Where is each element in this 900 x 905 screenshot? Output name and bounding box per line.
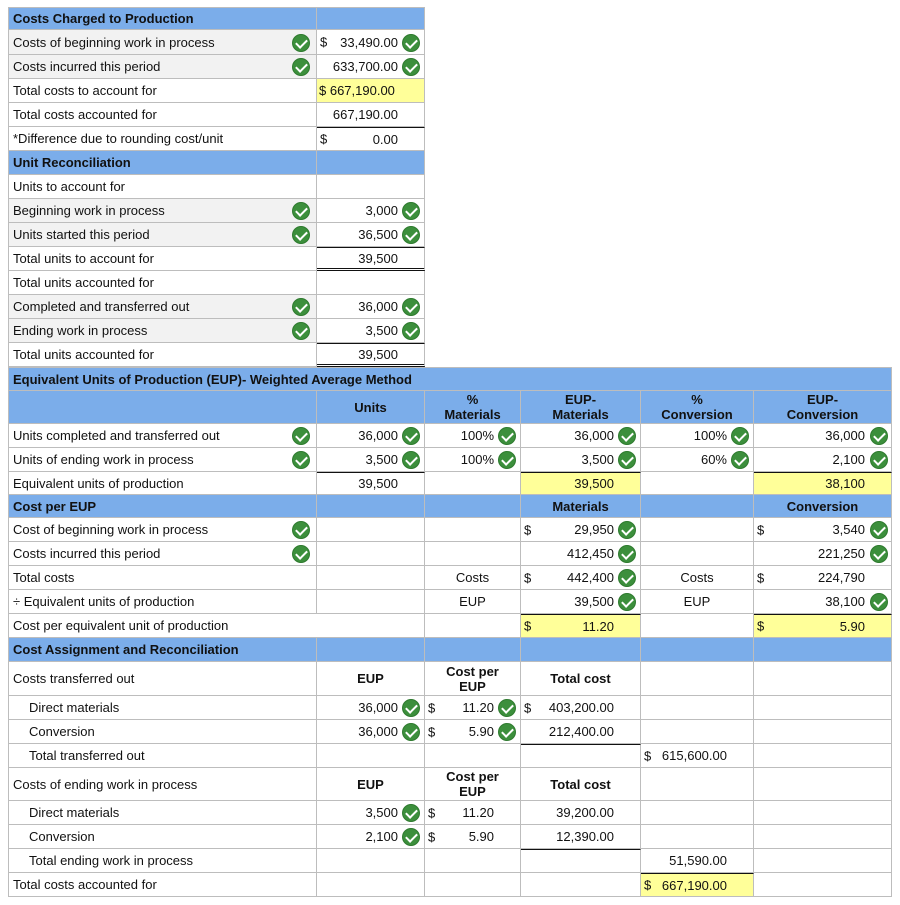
- cost-value: 29,950: [574, 522, 614, 537]
- empty-cell: [317, 566, 425, 590]
- col-header-conversion: Conversion: [754, 495, 892, 518]
- col-header-materials: Materials: [521, 495, 641, 518]
- cost-value: 33,490.00: [340, 34, 398, 50]
- empty-cell: [317, 744, 425, 768]
- cost-value: 221,250: [818, 546, 865, 561]
- header-line: EUP-: [564, 392, 597, 407]
- row-label: Total units accounted for: [8, 343, 317, 367]
- conversion-cost-cell[interactable]: [754, 566, 892, 590]
- eup-value: 36,000: [574, 428, 614, 443]
- cost-value: 412,450: [567, 546, 614, 561]
- eup-value: 36,000: [358, 724, 398, 739]
- col-header-eup: EUP: [317, 768, 425, 801]
- grand-total-cell[interactable]: [641, 873, 754, 897]
- row-label: Total ending work in process: [8, 849, 317, 873]
- col-header-units: Units: [317, 391, 425, 424]
- total-cost-cell[interactable]: [521, 801, 641, 825]
- row-label: Costs incurred this period: [8, 542, 317, 566]
- pct-value: 100%: [693, 428, 727, 443]
- check-icon: [292, 322, 310, 340]
- cost-value: 615,600.00: [661, 748, 727, 763]
- total-cost-cell[interactable]: [521, 696, 641, 720]
- header-filler: [641, 495, 754, 518]
- check-icon: [292, 226, 310, 244]
- col-header-total-cost: Total cost: [521, 662, 641, 696]
- header-filler: [317, 495, 425, 518]
- check-icon: [870, 427, 888, 445]
- header-line: EUP: [459, 784, 486, 799]
- check-icon: [402, 322, 420, 340]
- dollar-sign: $: [757, 522, 765, 537]
- check-icon: [618, 451, 636, 469]
- empty-cell: [317, 849, 425, 873]
- value-cell[interactable]: [317, 103, 425, 127]
- check-icon: [498, 723, 516, 741]
- dollar-sign: $: [428, 700, 436, 715]
- unit-value: 36,500: [358, 227, 398, 242]
- dollar-sign: $: [428, 724, 436, 739]
- empty-cell: [641, 614, 754, 638]
- section-header-cost-per-eup: Cost per EUP: [8, 495, 317, 518]
- col-header-eup: EUP: [317, 662, 425, 696]
- dollar-sign: $: [320, 131, 328, 147]
- check-icon: [402, 34, 420, 52]
- eup-caption: EUP: [641, 590, 754, 614]
- dollar-sign: $: [524, 570, 532, 585]
- unit-value: 3,500: [365, 452, 398, 467]
- empty-cell: [754, 696, 892, 720]
- check-icon: [292, 34, 310, 52]
- cost-value: 11.20: [582, 618, 614, 634]
- row-label: Units started this period: [8, 223, 317, 247]
- pct-value: 100%: [460, 452, 494, 467]
- check-icon: [618, 521, 636, 539]
- empty-cell: [641, 825, 754, 849]
- pct-value: 100%: [460, 428, 494, 443]
- costs-caption: Costs: [425, 566, 521, 590]
- empty-cell: [641, 720, 754, 744]
- check-icon: [292, 298, 310, 316]
- empty-cell: [641, 662, 754, 696]
- check-icon: [870, 521, 888, 539]
- check-icon: [402, 723, 420, 741]
- dollar-sign: $: [524, 522, 532, 537]
- unit-value: 39,500: [358, 250, 398, 266]
- empty-cell: [641, 542, 754, 566]
- dollar-sign: $: [757, 618, 765, 634]
- dollar-sign: $: [428, 829, 436, 844]
- unit-value: 39,500: [358, 346, 398, 362]
- row-label: Beginning work in process: [8, 199, 317, 223]
- check-icon: [402, 828, 420, 846]
- cost-value: 11.20: [462, 805, 494, 820]
- dollar-sign: $: [757, 570, 765, 585]
- empty-cell: [641, 696, 754, 720]
- cost-value: 667,190.00: [661, 877, 727, 893]
- check-icon: [292, 202, 310, 220]
- row-label: Total costs accounted for: [8, 103, 317, 127]
- empty-cell: [521, 744, 641, 768]
- dollar-sign: $: [524, 700, 532, 715]
- header-filler: [317, 638, 425, 662]
- empty-cell: [754, 873, 892, 897]
- check-icon: [402, 699, 420, 717]
- check-icon: [402, 202, 420, 220]
- unit-value: 39,500: [358, 476, 398, 491]
- row-label: Total units to account for: [8, 247, 317, 271]
- row-label: Equivalent units of production: [8, 472, 317, 495]
- empty-cell: [754, 825, 892, 849]
- empty-cell: [425, 873, 521, 897]
- empty-cell: [425, 542, 521, 566]
- cost-value: 442,400: [567, 570, 614, 585]
- cost-value: 39,200.00: [556, 805, 614, 820]
- section-header-eup: Equivalent Units of Production (EUP)- Weighted Average Method: [8, 367, 892, 391]
- cost-value: 11.20: [462, 700, 494, 715]
- empty-cell: [317, 873, 425, 897]
- total-cost-cell[interactable]: [521, 825, 641, 849]
- unit-value: 3,000: [365, 203, 398, 218]
- header-line: Cost per: [446, 769, 499, 784]
- header-line: EUP-: [806, 392, 839, 407]
- section-header-unit-reconciliation: Unit Reconciliation: [8, 151, 317, 175]
- empty-cell: [754, 744, 892, 768]
- check-icon: [292, 58, 310, 76]
- row-label: Units completed and transferred out: [8, 424, 317, 448]
- cost-value: 5.90: [468, 724, 494, 739]
- cost-value: 5.90: [839, 618, 865, 634]
- check-icon: [618, 545, 636, 563]
- unit-value: 3,500: [365, 323, 398, 338]
- check-icon: [870, 593, 888, 611]
- row-label: Total costs to account for: [8, 79, 317, 103]
- dollar-sign: $: [428, 805, 436, 820]
- cost-value: 667,190.00: [332, 107, 398, 122]
- check-icon: [870, 451, 888, 469]
- empty-cell: [641, 472, 754, 495]
- header-filler: [425, 638, 521, 662]
- row-label: ÷ Equivalent units of production: [8, 590, 317, 614]
- header-line: %: [691, 392, 703, 407]
- check-icon: [731, 451, 749, 469]
- check-icon: [292, 451, 310, 469]
- check-icon: [498, 427, 516, 445]
- eup-value: 2,100: [365, 829, 398, 844]
- value-cell[interactable]: [317, 247, 425, 271]
- row-label: Cost per equivalent unit of production: [8, 614, 425, 638]
- empty-cell: [754, 768, 892, 801]
- col-header-total-cost: Total cost: [521, 768, 641, 801]
- header-filler: [425, 495, 521, 518]
- empty-cell: [317, 175, 425, 199]
- row-label: Costs of beginning work in process: [8, 30, 317, 55]
- check-icon: [498, 451, 516, 469]
- eup-value: 3,500: [365, 805, 398, 820]
- check-icon: [618, 593, 636, 611]
- row-label: Total costs: [8, 566, 317, 590]
- total-transferred-cell[interactable]: [641, 744, 754, 768]
- cost-per-eup-cell[interactable]: [425, 801, 521, 825]
- cost-value: 224,790: [818, 570, 865, 585]
- empty-cell: [521, 849, 641, 873]
- row-label: Direct materials: [8, 801, 317, 825]
- eup-value: 36,000: [825, 428, 865, 443]
- check-icon: [292, 521, 310, 539]
- header-filler: [8, 391, 317, 424]
- row-label: Units to account for: [8, 175, 317, 199]
- cost-value: $ 667,190.00: [319, 83, 395, 98]
- value-cell[interactable]: [317, 127, 425, 151]
- empty-cell: [641, 518, 754, 542]
- eup-materials-total-cell[interactable]: [521, 472, 641, 495]
- empty-cell: [521, 873, 641, 897]
- empty-cell: [641, 801, 754, 825]
- row-label: Conversion: [8, 825, 317, 849]
- col-header-eup-conversion: [754, 391, 892, 424]
- empty-cell: [425, 744, 521, 768]
- check-icon: [402, 451, 420, 469]
- cost-value: 5.90: [468, 829, 494, 844]
- unit-value: 36,000: [358, 299, 398, 314]
- check-icon: [292, 545, 310, 563]
- cost-value: 212,400.00: [548, 724, 614, 739]
- eup-value: 39,500: [574, 476, 614, 491]
- value-cell[interactable]: [317, 343, 425, 367]
- header-filler: [641, 638, 754, 662]
- cost-value: 51,590.00: [669, 853, 727, 868]
- check-icon: [402, 226, 420, 244]
- header-line: Conversion: [661, 407, 733, 422]
- cost-value: 0.00: [372, 131, 398, 147]
- row-label: Total units accounted for: [8, 271, 317, 295]
- empty-cell: [754, 801, 892, 825]
- cost-per-eup-cell[interactable]: [425, 825, 521, 849]
- empty-cell: [317, 271, 425, 295]
- empty-cell: [317, 542, 425, 566]
- row-label: Total transferred out: [8, 744, 317, 768]
- empty-cell: [425, 472, 521, 495]
- dollar-sign: $: [644, 877, 652, 893]
- empty-cell: [317, 590, 425, 614]
- col-header-eup-materials: [521, 391, 641, 424]
- check-icon: [731, 427, 749, 445]
- cost-value: 403,200.00: [548, 700, 614, 715]
- empty-cell: [317, 518, 425, 542]
- row-label: Costs transferred out: [8, 662, 317, 696]
- costs-caption: Costs: [641, 566, 754, 590]
- empty-cell: [754, 720, 892, 744]
- units-cell[interactable]: [317, 472, 425, 495]
- row-label: Costs incurred this period: [8, 55, 317, 79]
- empty-cell: [425, 614, 521, 638]
- eup-caption: EUP: [425, 590, 521, 614]
- header-line: Cost per: [446, 664, 499, 679]
- check-icon: [870, 545, 888, 563]
- cost-value: 3,540: [832, 522, 865, 537]
- row-label: Costs of ending work in process: [8, 768, 317, 801]
- empty-cell: [754, 849, 892, 873]
- total-cost-cell[interactable]: [521, 720, 641, 744]
- header-filler: [317, 151, 425, 175]
- total-costs-to-account-cell[interactable]: [317, 79, 425, 103]
- col-header-pct-materials: [425, 391, 521, 424]
- check-icon: [618, 427, 636, 445]
- pct-value: 60%: [700, 452, 727, 467]
- row-label: Cost of beginning work in process: [8, 518, 317, 542]
- header-filler: [521, 638, 641, 662]
- empty-cell: [754, 662, 892, 696]
- col-header-cost-per-eup: [425, 768, 521, 801]
- row-label: *Difference due to rounding cost/unit: [8, 127, 317, 151]
- header-line: Materials: [444, 407, 501, 422]
- cost-value: 633,700.00: [332, 59, 398, 74]
- check-icon: [618, 569, 636, 587]
- cost-value: 12,390.00: [556, 829, 614, 844]
- check-icon: [402, 804, 420, 822]
- eup-conversion-total-cell[interactable]: [754, 472, 892, 495]
- header-filler: [754, 638, 892, 662]
- empty-cell: [641, 768, 754, 801]
- conversion-cost-per-eup-cell[interactable]: [754, 614, 892, 638]
- eup-value: 38,100: [825, 594, 865, 609]
- header-line: %: [466, 392, 479, 407]
- total-ending-wip-cell[interactable]: [641, 849, 754, 873]
- eup-value: 38,100: [825, 476, 865, 491]
- materials-cost-per-eup-cell[interactable]: [521, 614, 641, 638]
- eup-value: 36,000: [358, 700, 398, 715]
- row-label: Direct materials: [8, 696, 317, 720]
- header-line: EUP: [459, 679, 486, 694]
- empty-cell: [425, 849, 521, 873]
- eup-value: 3,500: [581, 452, 614, 467]
- eup-value: 39,500: [574, 594, 614, 609]
- row-label: Ending work in process: [8, 319, 317, 343]
- check-icon: [498, 699, 516, 717]
- col-header-pct-conversion: [641, 391, 754, 424]
- row-label: Total costs accounted for: [8, 873, 317, 897]
- col-header-cost-per-eup: [425, 662, 521, 696]
- row-label: Conversion: [8, 720, 317, 744]
- section-header-costs-charged: Costs Charged to Production: [8, 7, 317, 30]
- row-label: Completed and transferred out: [8, 295, 317, 319]
- dollar-sign: $: [320, 34, 328, 50]
- unit-value: 36,000: [358, 428, 398, 443]
- dollar-sign: $: [644, 748, 652, 763]
- check-icon: [292, 427, 310, 445]
- dollar-sign: $: [524, 618, 532, 634]
- row-label: Units of ending work in process: [8, 448, 317, 472]
- check-icon: [402, 58, 420, 76]
- empty-cell: [425, 518, 521, 542]
- header-line: Materials: [552, 407, 609, 422]
- section-header-cost-assignment: Cost Assignment and Reconciliation: [8, 638, 317, 662]
- header-filler: [317, 7, 425, 30]
- header-line: Conversion: [786, 407, 859, 422]
- check-icon: [402, 298, 420, 316]
- check-icon: [402, 427, 420, 445]
- eup-value: 2,100: [832, 452, 865, 467]
